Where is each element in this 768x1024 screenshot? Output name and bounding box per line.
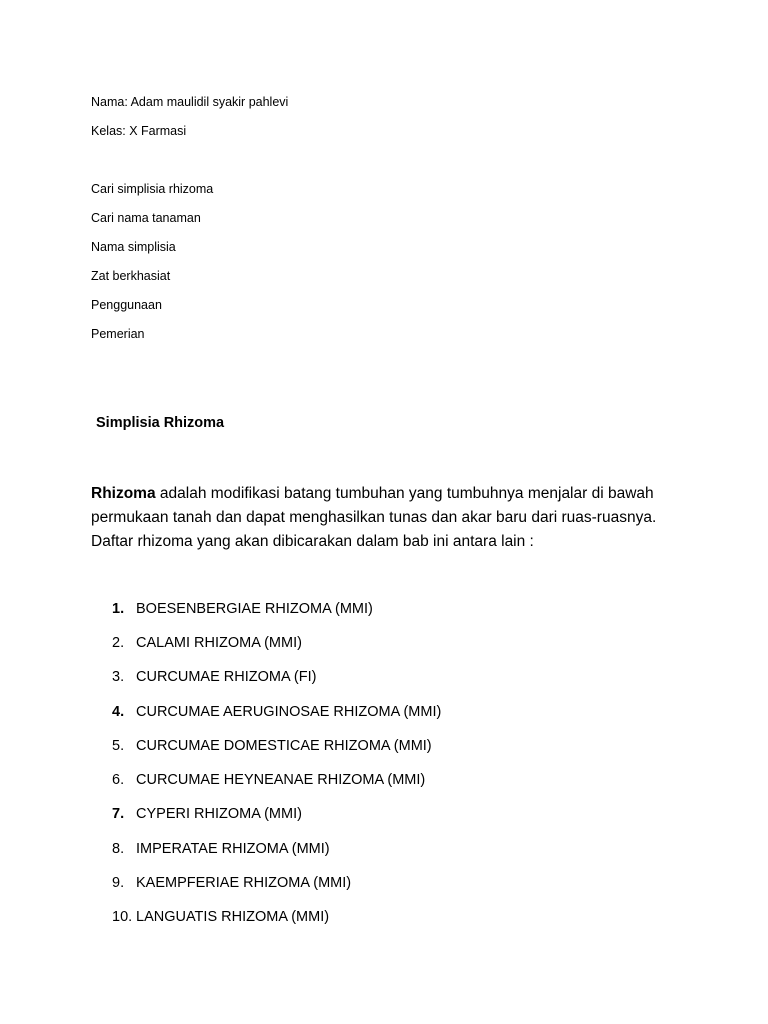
list-text: KAEMPFERIAE RHIZOMA (MMI): [136, 875, 352, 891]
list-item: [112, 805, 302, 823]
list-number: 1.: [112, 601, 125, 617]
task-item: Pemerian: [91, 327, 145, 341]
list-number: 9.: [112, 875, 125, 891]
list-item: [112, 840, 330, 858]
list-item: [112, 668, 316, 686]
section-heading: Simplisia Rhizoma: [96, 415, 225, 431]
task-item: Penggunaan: [91, 298, 162, 312]
list-number: 10.: [112, 909, 133, 925]
task-item: Cari simplisia rhizoma: [91, 182, 214, 196]
paragraph-line-3: Daftar rhizoma yang akan dibicarakan dalam bab ini antara lain :: [91, 533, 534, 550]
task-item: Nama simplisia: [91, 240, 176, 254]
list-number: 8.: [112, 841, 125, 857]
list-item: [112, 703, 441, 721]
list-text: BOESENBERGIAE RHIZOMA (MMI): [136, 601, 373, 617]
list-number: 5.: [112, 738, 125, 754]
list-number: 3.: [112, 669, 125, 685]
line1-rest: adalah modifikasi batang tumbuhan yang tumbuhnya menjalar di bawah: [155, 485, 654, 502]
list-text: CYPERI RHIZOMA (MMI): [136, 806, 302, 822]
list-number: 4.: [112, 704, 125, 720]
list-item: [112, 771, 425, 789]
task-item: Zat berkhasiat: [91, 269, 171, 283]
list-text: CURCUMAE DOMESTICAE RHIZOMA (MMI): [136, 738, 432, 754]
paragraph-line-2: permukaan tanah dan dapat menghasilkan tunas dan akar baru dari ruas-ruasnya.: [91, 509, 657, 526]
student-name: Nama: Adam maulidil syakir pahlevi: [91, 95, 289, 109]
list-item: [112, 737, 432, 755]
list-item: [112, 908, 329, 926]
list-text: CURCUMAE AERUGINOSAE RHIZOMA (MMI): [136, 704, 442, 720]
list-text: IMPERATAE RHIZOMA (MMI): [136, 841, 330, 857]
list-item: [112, 600, 373, 618]
list-item: [112, 634, 302, 652]
list-number: 2.: [112, 635, 125, 651]
list-item: [112, 874, 351, 892]
list-text: LANGUATIS RHIZOMA (MMI): [136, 909, 330, 925]
definition-paragraph: [91, 482, 731, 554]
list-number: 7.: [112, 806, 125, 822]
task-item: Cari nama tanaman: [91, 211, 201, 225]
list-number: 6.: [112, 772, 125, 788]
term-rhizoma: Rhizoma: [91, 485, 156, 502]
student-class: Kelas: X Farmasi: [91, 124, 187, 138]
list-text: CURCUMAE RHIZOMA (FI): [136, 669, 317, 685]
list-text: CURCUMAE HEYNEANAE RHIZOMA (MMI): [136, 772, 426, 788]
paragraph-line-1: [91, 482, 731, 506]
list-text: CALAMI RHIZOMA (MMI): [136, 635, 302, 651]
